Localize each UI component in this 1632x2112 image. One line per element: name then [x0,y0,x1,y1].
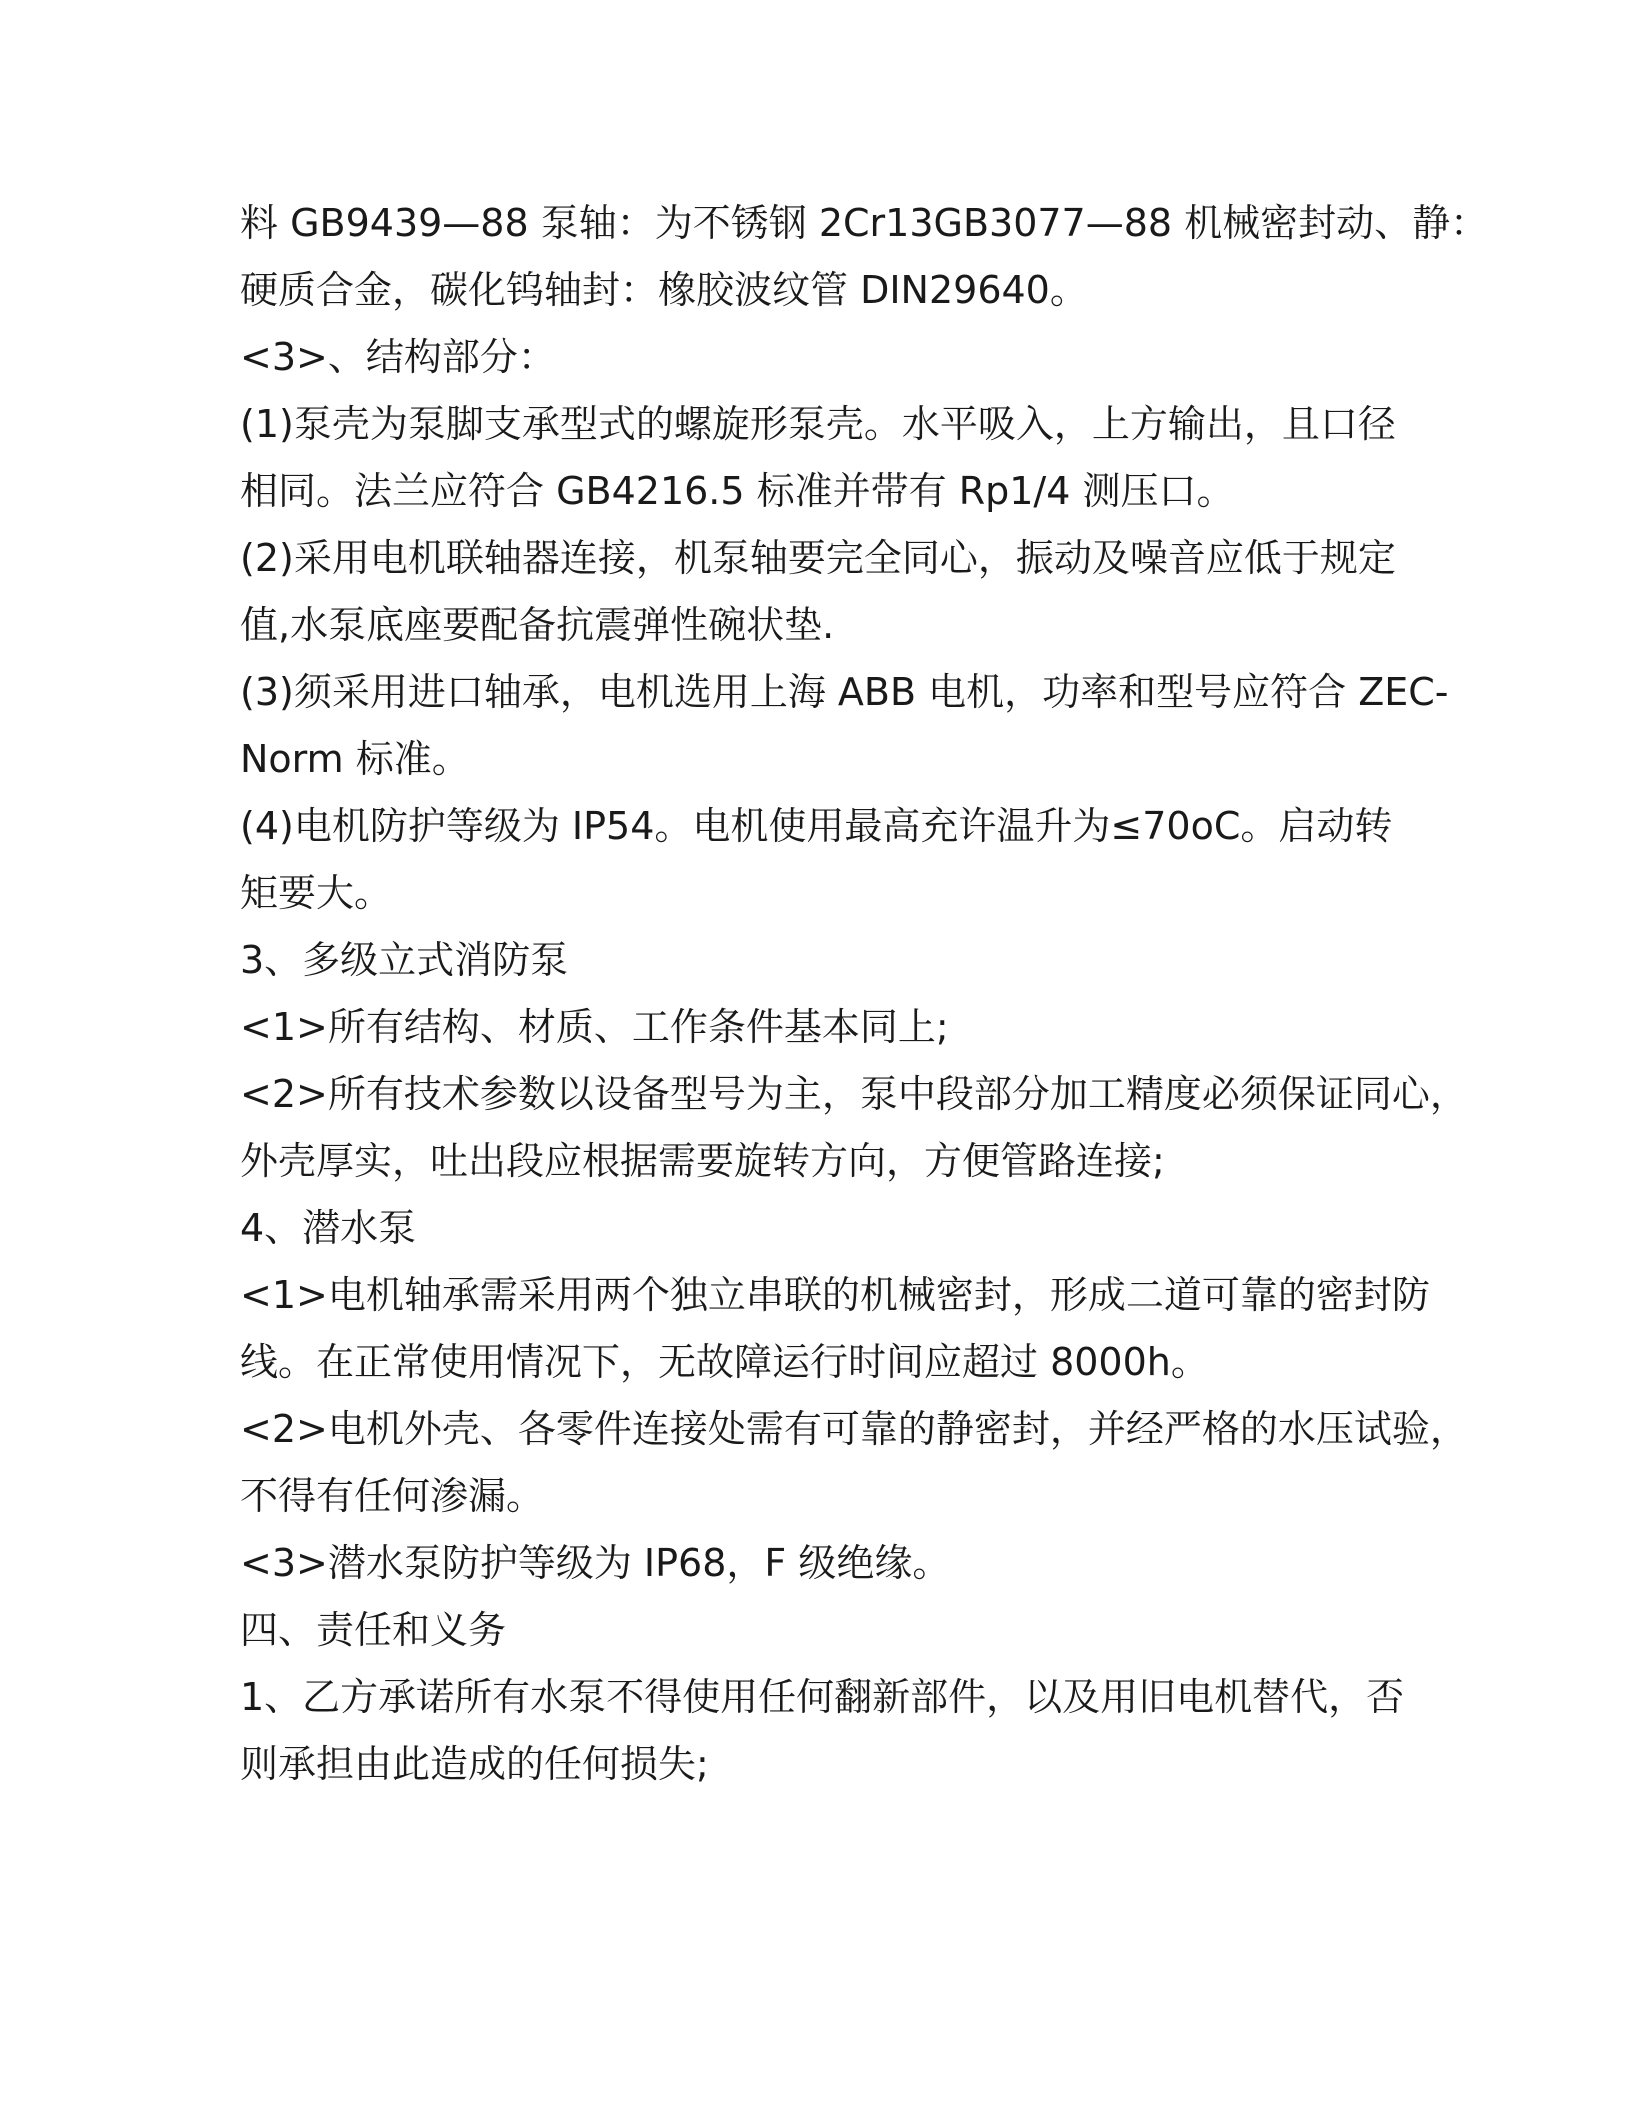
text-line: <3>潜水泵防护等级为 IP68，F 级绝缘。 [240,1541,951,1585]
text-line: (4)电机防护等级为 IP54。电机使用最高充许温升为≤70oC。启动转 [240,804,1393,848]
text-line: 1、乙方承诺所有水泵不得使用任何翻新部件，以及用旧电机替代，否 [240,1675,1405,1719]
document-body [240,190,1489,1798]
section-heading: <3>、结构部分： [240,335,556,379]
text-line: 不得有任何渗漏。 [240,1474,545,1518]
text-line: (3)须采用进口轴承，电机选用上海 ABB 电机，功率和型号应符合 ZEC- [240,670,1449,714]
text-line: Norm 标准。 [240,737,470,781]
text-line: 线。在正常使用情况下，无故障运行时间应超过 8000h。 [240,1340,1209,1384]
text-line: 相同。法兰应符合 GB4216.5 标准并带有 Rp1/4 测压口。 [240,469,1235,513]
text-line: 硬质合金，碳化钨轴封：橡胶波纹管 DIN29640。 [240,268,1088,312]
text-line: <1>电机轴承需采用两个独立串联的机械密封，形成二道可靠的密封防 [240,1273,1430,1317]
text-line: 料 GB9439—88 泵轴：为不锈钢 2Cr13GB3077—88 机械密封动、静： [240,201,1489,245]
text-line: <1>所有结构、材质、工作条件基本同上; [240,1005,949,1049]
text-line: 则承担由此造成的任何损失; [240,1742,709,1786]
text-line: 外壳厚实，吐出段应根据需要旋转方向，方便管路连接; [240,1139,1165,1183]
text-line: (1)泵壳为泵脚支承型式的螺旋形泵壳。水平吸入，上方输出，且口径 [240,402,1396,446]
section-heading: 3、多级立式消防泵 [240,938,569,982]
section-heading: 4、潜水泵 [240,1206,417,1250]
text-line: (2)采用电机联轴器连接，机泵轴要完全同心，振动及噪音应低于规定 [240,536,1396,580]
section-heading: 四、责任和义务 [240,1608,507,1652]
text-line: <2>电机外壳、各零件连接处需有可靠的静密封，并经严格的水压试验， [240,1407,1468,1451]
text-line: 值,水泵底座要配备抗震弹性碗状垫. [240,603,835,647]
text-line: 矩要大。 [240,871,393,915]
text-line: <2>所有技术参数以设备型号为主，泵中段部分加工精度必须保证同心， [240,1072,1468,1116]
